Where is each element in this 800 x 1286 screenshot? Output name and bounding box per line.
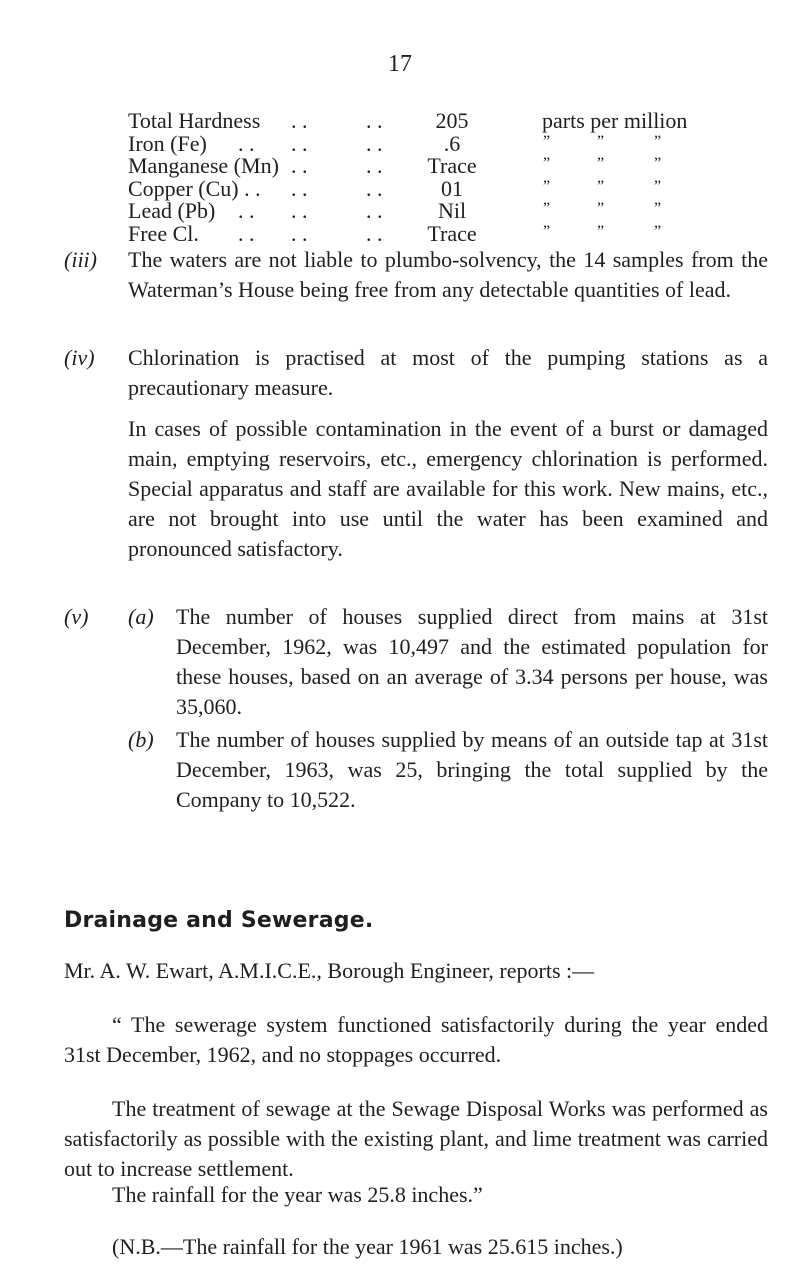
leader-dots: . . [238,130,255,156]
paragraph-text: In cases of possible contamination in the event of a burst or damaged main, emptying reservoirs, etc., emergency chlorination is performed. Special apparatus and staff are available for this work. New mains, etc., are not brought into use until the water has been examined and pronounced satisfactory. [128,416,768,561]
ditto-mark: ” [597,222,605,240]
ditto-mark: ” [543,200,551,217]
report-paragraph-3 [64,1180,768,1210]
row-name: Free Cl. [128,220,199,246]
report-paragraph-2 [64,1094,768,1184]
ditto-mark: ” [597,155,605,172]
ditto-mark: ” [654,177,662,195]
ditto-mark: ” [543,155,551,172]
row-name: Iron (Fe) [128,130,207,156]
ditto-mark: ” [654,200,662,217]
leader-dots: . . [291,175,308,201]
paragraph-v-a [64,602,768,722]
leader-dots: . . [291,220,308,246]
leader-dots: . . [366,153,383,178]
leader-dots: . . [366,198,383,223]
paragraph-text: The number of houses supplied direct from mains at 31st December, 1962, was 10,497 and the estimated population for these houses, based on an average of 3.34 persons per house, was 35,060. [176,604,768,719]
paragraph-text: (N.B.—The rainfall for the year 1961 was 25.615 inches.) [112,1234,623,1259]
report-paragraph-1 [64,1010,768,1070]
ditto-mark: ” [543,132,551,150]
paragraph-iv [64,343,768,403]
row-value: 205 [435,108,469,133]
row-value: Nil [437,198,467,223]
leader-dots: . . [291,198,308,223]
page-number: 17 [388,51,412,77]
section-heading: Drainage and Sewerage. [64,908,374,933]
section-label: (iii) [64,247,97,272]
row-name: Total Hardness [128,108,261,133]
row-name: Lead (Pb) [128,198,216,223]
row-value: Trace [427,220,477,246]
row-unit: parts per million [542,108,688,133]
ditto-mark: ” [654,222,662,240]
table-row [128,130,768,156]
row-value: 01 [441,175,463,201]
row-value: .6 [443,130,461,156]
leader-dots: . . [366,175,383,201]
ditto-mark: ” [597,132,605,150]
subsection-label: (a) [128,604,154,629]
subsection-label: (b) [128,727,154,752]
section-label: (v) [64,604,89,629]
table-row [128,175,768,201]
ditto-mark: ” [654,155,662,172]
ditto-mark: ” [543,222,551,240]
paragraph-iv-continued [128,414,768,564]
paragraph-text: Chlorination is practised at most of the pumping stations as a precautionary measure. [128,345,768,400]
table-row [128,155,768,178]
paragraph-text: The treatment of sewage at the Sewage Disposal Works was performed as satisfactorily as possible with the existing plant, and lime treatment was carried out to increase settlement. [64,1096,768,1181]
water-analysis-table [128,110,768,245]
paragraph-text: The number of houses supplied by means of an outside tap at 31st December, 1963, was 25, bringing the total supplied by the Company to 10,522. [176,727,768,812]
paragraph-text: “ The sewerage system functioned satisfactorily during the year ended 31st December, 1962, and no stoppages occurred. [64,1012,768,1067]
leader-dots: . . [238,220,255,246]
rainfall-note [64,1232,768,1262]
table-row [128,200,768,223]
leader-dots: . . [366,130,383,156]
ditto-mark: ” [654,132,662,150]
paragraph-text: Mr. A. W. Ewart, A.M.I.C.E., Borough Engineer, reports :— [64,958,595,983]
ditto-mark: ” [597,200,605,217]
report-intro [64,956,768,986]
leader-dots: . . [291,130,308,156]
paragraph-text: The waters are not liable to plumbo-solvency, the 14 samples from the Waterman’s House being free from any detectable quantities of lead. [128,247,768,302]
paragraph-iii [64,245,768,305]
section-label: (iv) [64,345,95,370]
leader-dots: . . [238,198,255,223]
leader-dots: . . [366,108,383,133]
leader-dots: . . [366,220,383,246]
row-value: Trace [427,153,477,178]
paragraph-text: The rainfall for the year was 25.8 inches.” [112,1182,483,1207]
table-row [128,220,768,246]
table-row [128,110,768,133]
row-name: Copper (Cu) . . [128,175,261,201]
ditto-mark: ” [543,177,551,195]
ditto-mark: ” [597,177,605,195]
row-name: Manganese (Mn) [128,153,279,178]
paragraph-v-b [128,725,768,815]
leader-dots: . . [291,108,308,133]
leader-dots: . . [291,153,308,178]
